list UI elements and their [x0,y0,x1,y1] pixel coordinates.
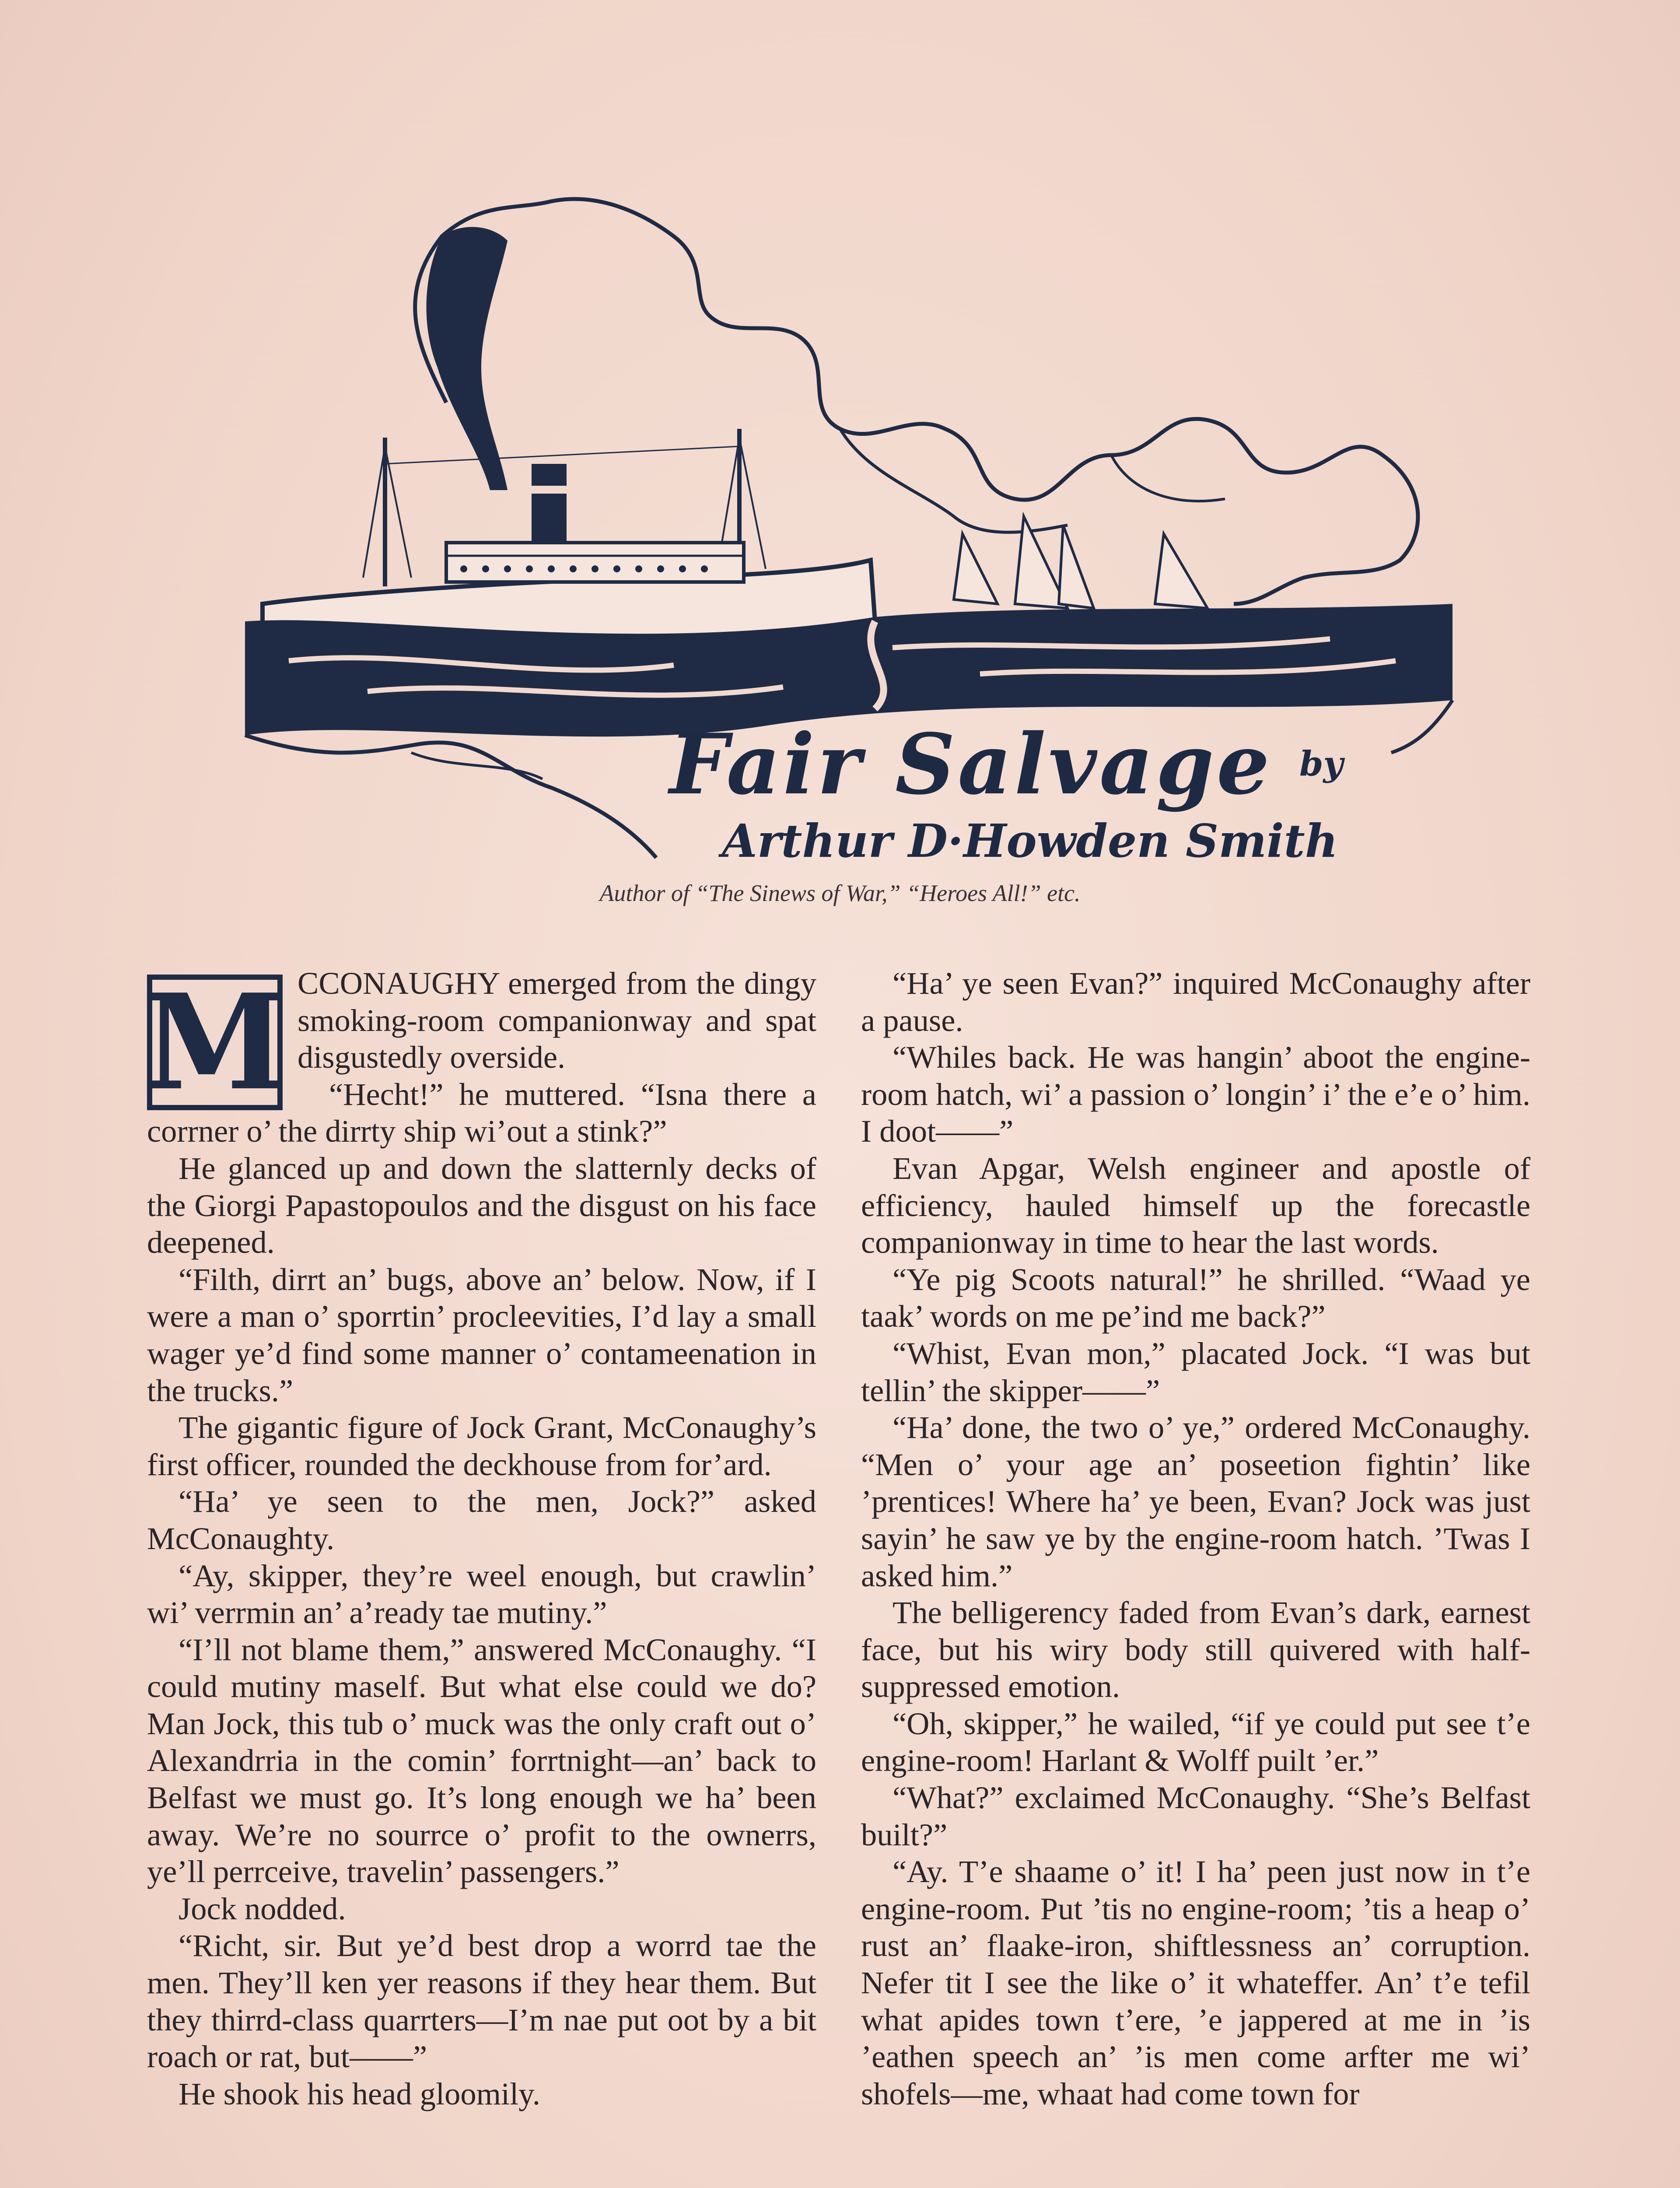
article-paragraph: “Hecht!” he muttered. “Isna there a corrner o’ the dirrty ship wi’out a stink?” [147,1076,816,1149]
article-paragraph: The gigantic figure of Jock Grant, McConaughy’s first officer, rounded the deckhouse from for’ard. [147,1410,816,1482]
article-paragraph: “I’ll not blame them,” answered McConaughy. “I could mutiny maself. But what else could we do? Man Jock, this tub o’ muck was the only craft out o’ Alexandrria in the comin’ forrtnight—an’ back to Belfast we must go. It’s long enough we ha’ been away. We’re no sourrce o’ profit to the ownerrs, ye’ll perrceive, travelin’ passengers.” [147,1631,816,1890]
drop-cap: M [142,965,288,1119]
article-paragraph: “Whiles back. He was hangin’ aboot the engine-room hatch, wi’ a passion o’ longin’ i’ the e’e o’ him. I doot——” [861,1039,1530,1149]
article-paragraph: “Oh, skipper,” he wailed, “if ye could put see t’e engine-room! Harlant & Wolff puilt ’er.” [861,1705,1530,1778]
article-paragraph: He shook his head gloomily. [178,2076,540,2111]
article-paragraph: “Ha’ ye seen Evan?” inquired McConaughy after a pause. [861,965,1530,1038]
byline-by: by [1299,744,1343,784]
article-paragraph: “Ay, skipper, they’re weel enough, but crawlin’ wi’ verrmin an’ a’ready tae mutiny.” [147,1557,816,1630]
article-paragraph: The belligerency faded from Evan’s dark, earnest face, but his wiry body still quivered with half-suppressed emotion. [861,1595,1530,1704]
article-paragraph: “What?” exclaimed McConaughy. “She’s Belfast built?” [861,1780,1530,1852]
article-paragraph: “Ay. T’e shaame o’ it! I ha’ peen just now in t’e engine-room. Put ’tis no engine-room; ’tis a heap o’ rust an’ flaake-iron, shiftlessness an’ corruption. Nefer tit I see the like o’ it whateffer. An’ t’e tefil what apides town t’ere, ’e jappered at me in ’is ’eathen speech an’ ’is men come arfter me wi’ shofels—me, whaat had come town for [861,1854,1530,2111]
article-paragraph: “Filth, dirrt an’ bugs, above an’ below. Now, if I were a man o’ sporrtin’ procleevities, I’d lay a small wager ye’d find some manner o’ contameenation in the trucks.” [147,1261,816,1408]
left-paragraphs [147,1076,816,2113]
article-title: Fair Salvage [669,715,1272,813]
article-paragraph: Evan Apgar, Welsh engineer and apostle of efficiency, hauled himself up the forecastle companionway in time to hear the last words. [861,1150,1530,1260]
opening-text: CCONAUGHY emerged from the dingy smoking-room companionway and spat disgustedly overside. [298,965,816,1075]
article-paragraph: “Whist, Evan mon,” placated Jock. “I was but tellin’ the skipper——” [861,1335,1530,1408]
article-paragraph: Jock nodded. [178,1890,346,1926]
article-paragraph: “Ha’ done, the two o’ ye,” ordered McConaughy. “Men o’ your age an’ poseetion fightin’ like ’prentices! Where ha’ ye been, Evan? Jock was just sayin’ he saw ye by the engine-room hatch. ’Twas I asked him.” [861,1410,1530,1593]
author-credits: Author of “The Sinews of War,” “Heroes All!” etc. [599,880,1081,906]
article-paragraph: “Ha’ ye seen to the men, Jock?” asked McConaughty. [147,1483,816,1556]
author-name: Arthur D·Howden Smith [722,814,1338,868]
right-paragraphs [861,965,1530,2112]
article-paragraph: He glanced up and down the slatternly decks of the Giorgi Papastopoulos and the disgust on his face deepened. [147,1150,816,1260]
right-column [861,965,1530,2112]
article-paragraph: “Richt, sir. But ye’d best drop a worrd tae the men. They’ll ken yer reasons if they hear them. But they thirrd-class quarrters—I’m nae put oot by a bit roach or rat, but——” [147,1928,816,2075]
left-column [142,965,816,2112]
article-paragraph: “Ye pig Scoots natural!” he shrilled. “Waad ye taak’ words on me pe’ind me back?” [861,1261,1530,1334]
